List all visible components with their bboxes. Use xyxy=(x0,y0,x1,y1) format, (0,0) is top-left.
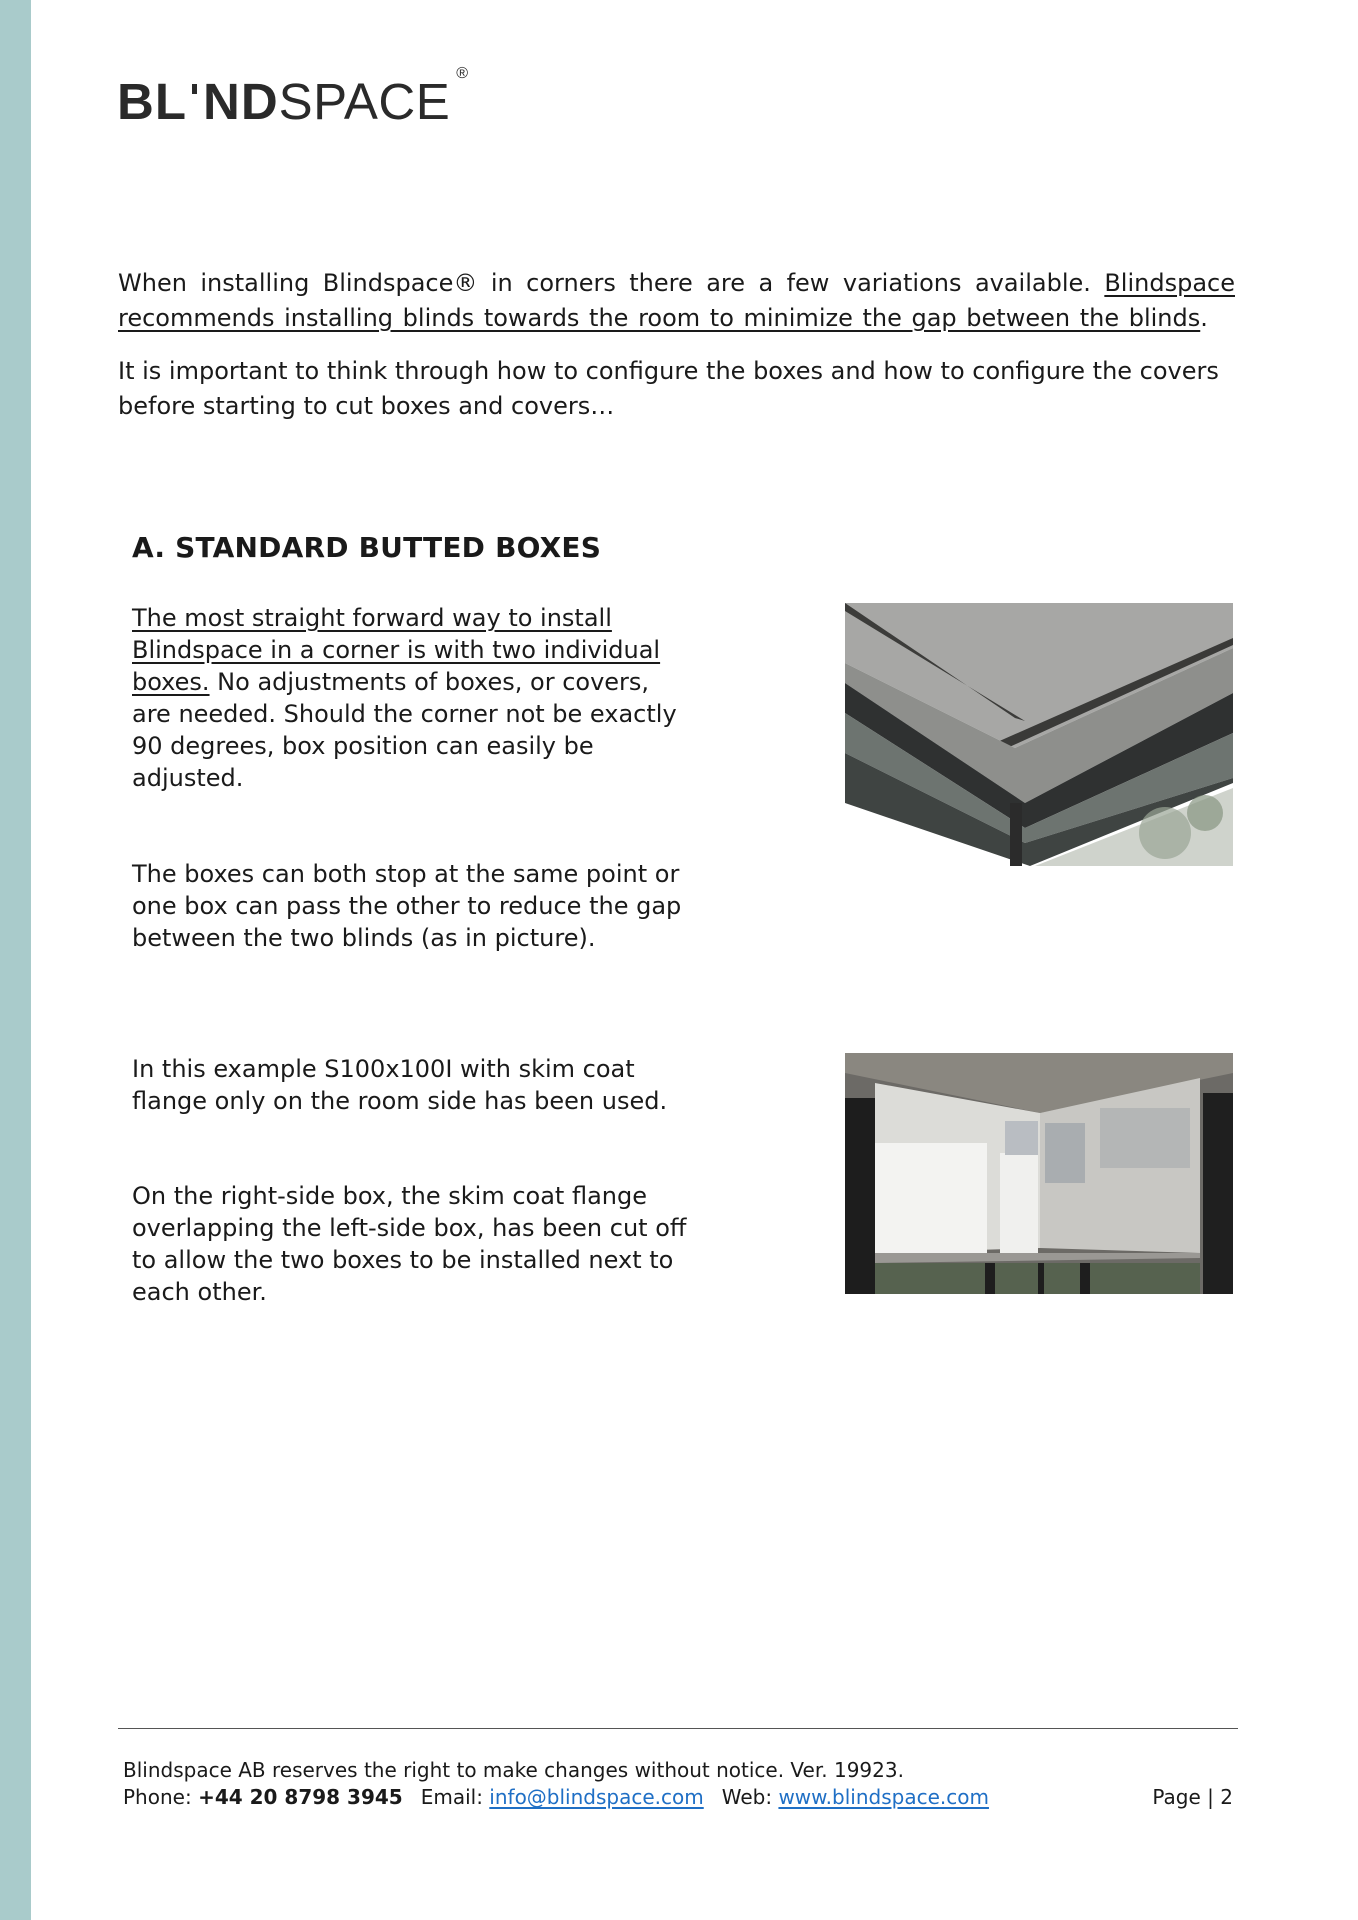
blindspace-logo xyxy=(117,65,470,132)
section-text-3: In this example S100x100I with skim coat flange only on the room side has been used. xyxy=(132,1055,668,1115)
footer-contact-line xyxy=(123,1784,1235,1811)
section-heading: A. STANDARD BUTTED BOXES xyxy=(132,531,602,564)
phone-label: Phone: xyxy=(123,1785,199,1809)
intro-period: . xyxy=(1200,304,1208,332)
page-number: Page | 2 xyxy=(1152,1785,1233,1809)
intro-text-2: It is important to think through how to configure the boxes and how to configure the covers before starting to cut boxes and covers… xyxy=(118,357,1219,420)
section-text-4: On the right-side box, the skim coat flange overlapping the left-side box, has been cut off to allow the two boxes to be installed next to each other. xyxy=(132,1182,687,1306)
phone-number: +44 20 8798 3945 xyxy=(198,1785,403,1809)
footer-disclaimer: Blindspace AB reserves the right to make changes without notice. Ver. 19923. xyxy=(123,1758,904,1782)
section-paragraph-3 xyxy=(132,1053,692,1117)
logo-text-nd: ND xyxy=(202,73,279,130)
page-footer xyxy=(123,1757,1235,1811)
intro-recommendation: Blindspace recommends installing blinds towards the room to minimize the gap between the blinds xyxy=(118,269,1235,332)
logo-text-bl: BL xyxy=(117,73,187,130)
section-lead-rest: No adjustments of boxes, or covers, are needed. Should the corner not be exactly 90 degrees, box position can easily be adjusted. xyxy=(132,668,677,792)
logo-tick-icon xyxy=(192,84,197,94)
section-paragraph-2 xyxy=(132,858,692,954)
section-lead-underlined: The most straight forward way to install Blindspace in a corner is with two individual boxes. xyxy=(132,604,661,696)
intro-text: When installing Blindspace® in corners there are a few variations available. xyxy=(118,269,1105,297)
intro-paragraph-1 xyxy=(118,266,1235,336)
email-label: Email: xyxy=(420,1785,490,1809)
left-accent-bar xyxy=(0,0,31,1920)
logo-text-space: SPACE xyxy=(278,73,451,130)
section-paragraph-4 xyxy=(132,1180,692,1308)
web-label: Web: xyxy=(721,1785,779,1809)
intro-paragraph-2 xyxy=(118,354,1235,424)
photo-corner-ceiling xyxy=(845,603,1233,866)
web-link[interactable]: www.blindspace.com xyxy=(778,1785,989,1809)
photo-corner-blinds xyxy=(845,1053,1233,1294)
registered-mark-icon: ® xyxy=(456,65,470,82)
section-text-2: The boxes can both stop at the same point or one box can pass the other to reduce the gap between the two blinds (as in picture). xyxy=(132,860,682,952)
section-paragraph-1 xyxy=(132,602,692,794)
email-link[interactable]: info@blindspace.com xyxy=(489,1785,704,1809)
footer-divider xyxy=(118,1728,1238,1729)
